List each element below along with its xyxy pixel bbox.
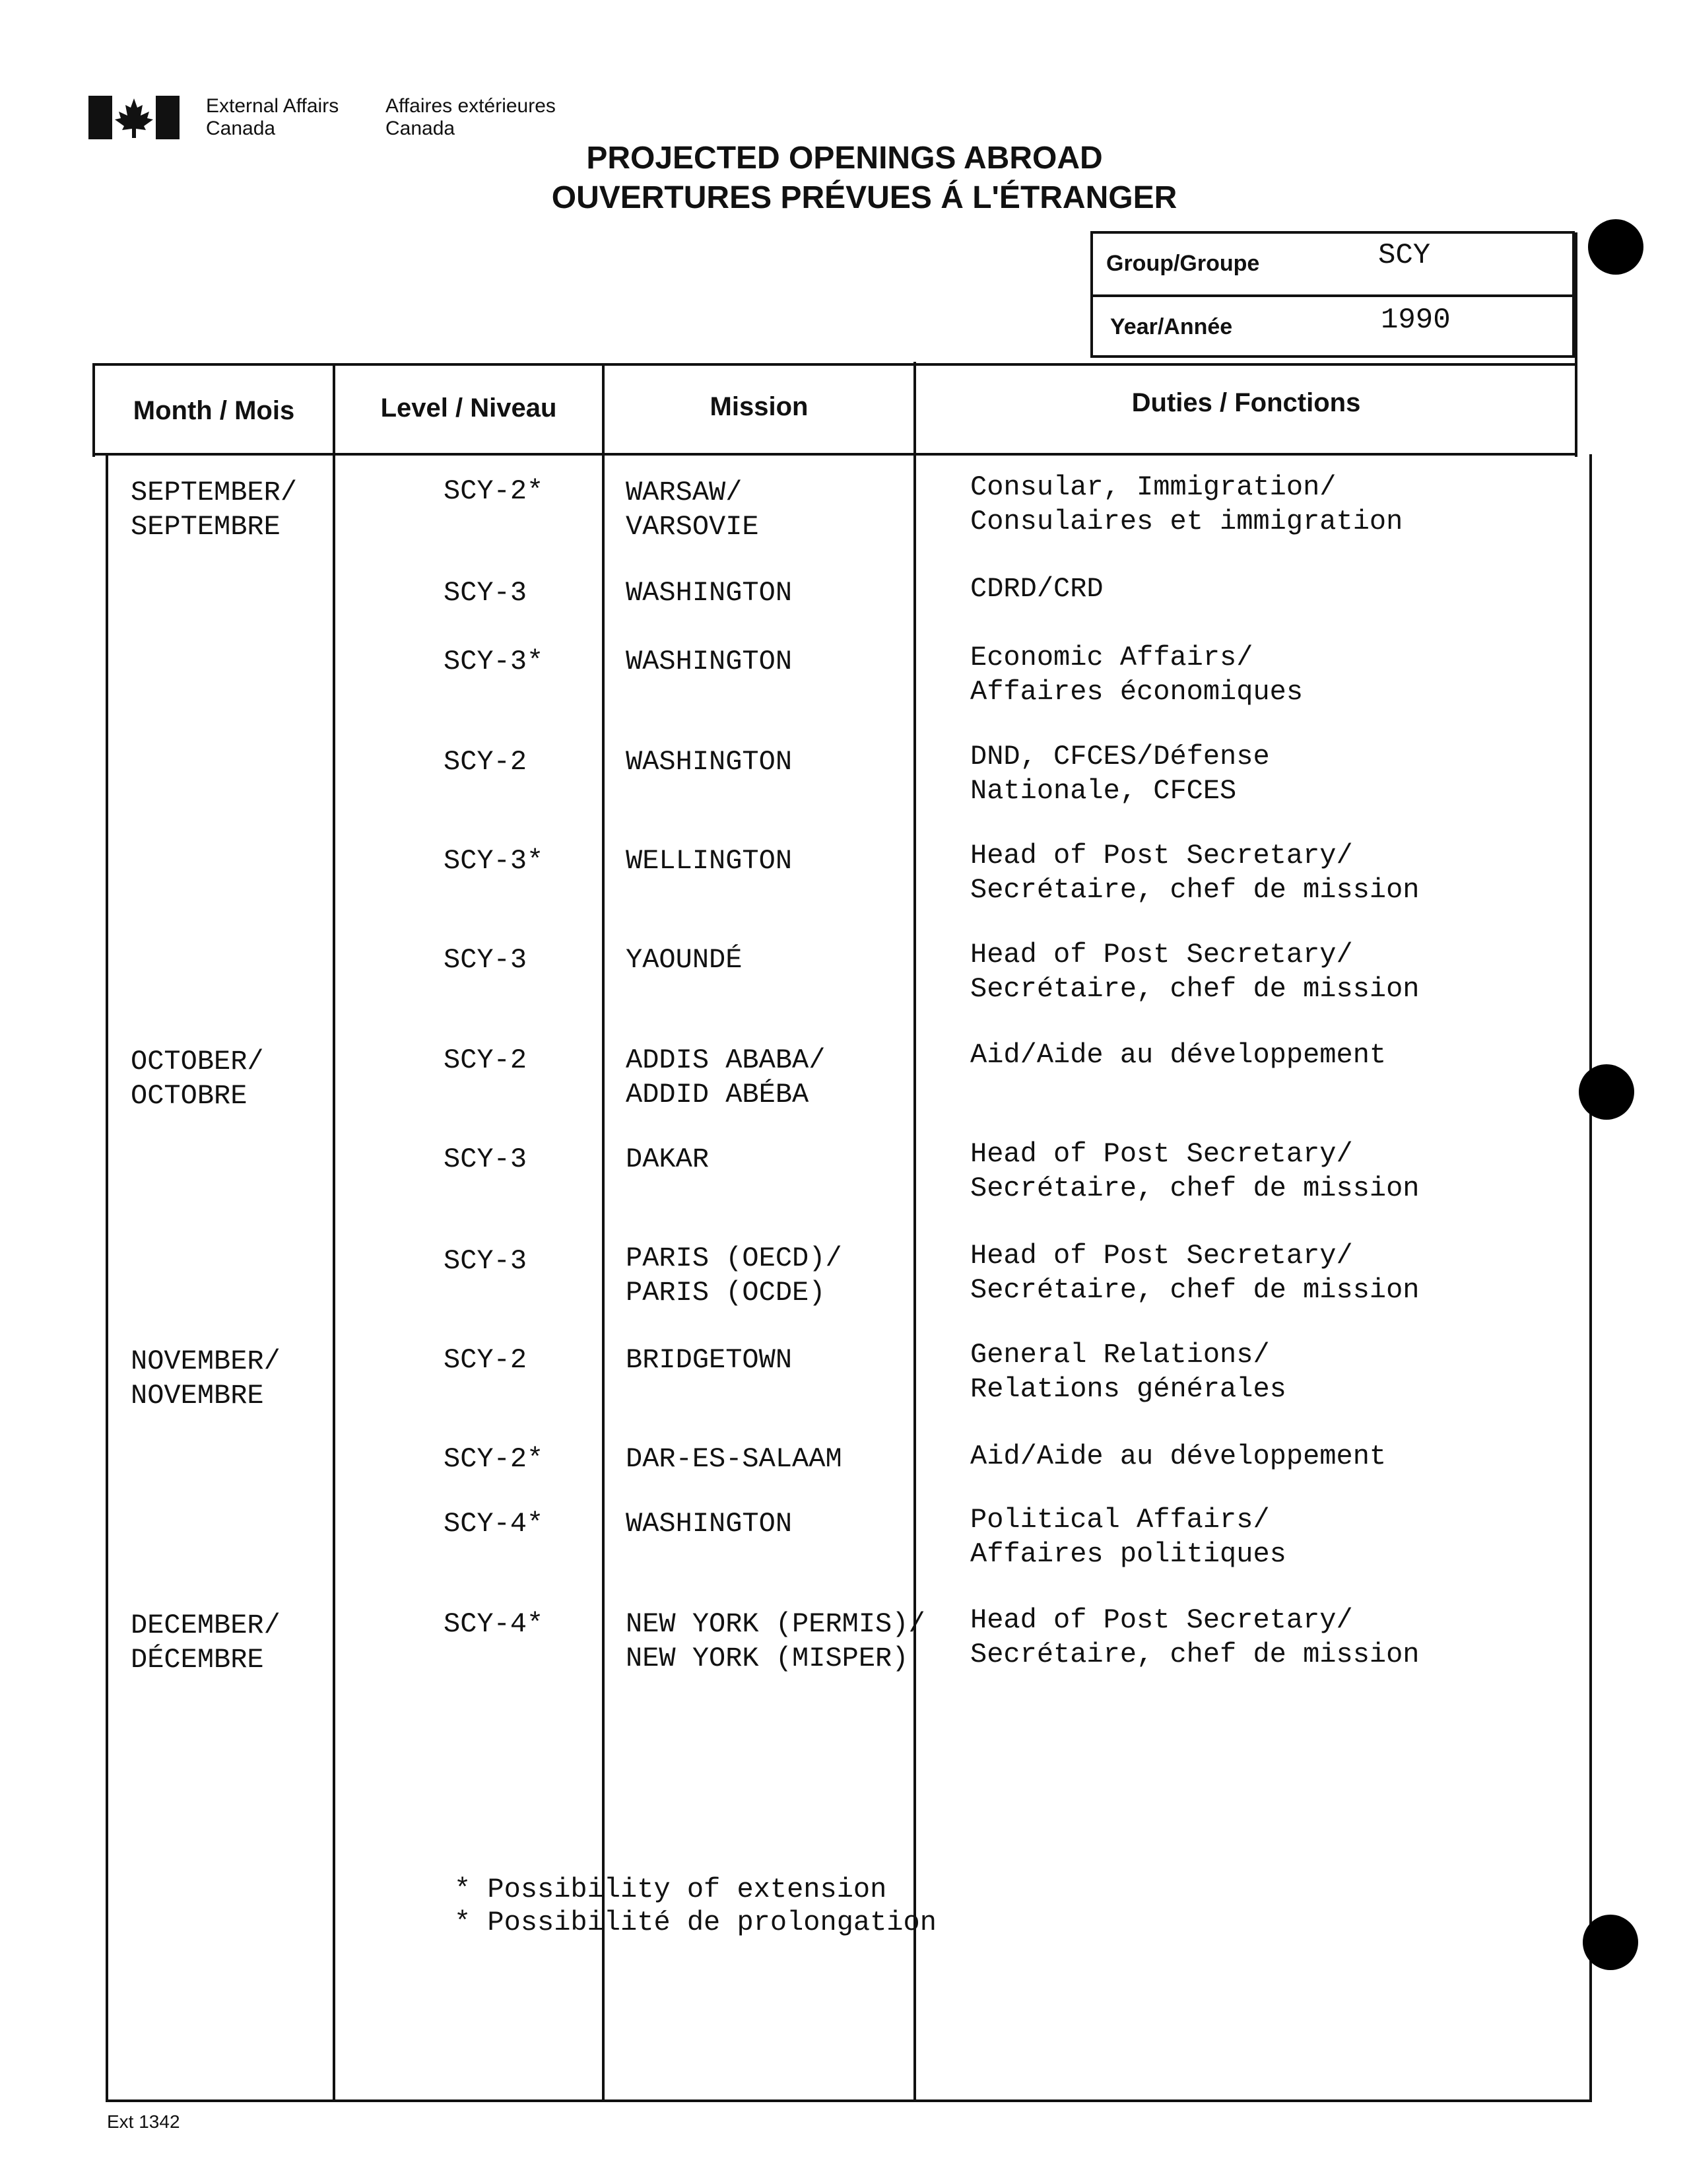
cell-month: SEPTEMBER/ SEPTEMBRE bbox=[131, 477, 298, 543]
cell-mission: ADDIS ABABA/ ADDID ABÉBA bbox=[626, 1044, 826, 1110]
cell-level: SCY-2* bbox=[444, 1443, 544, 1475]
cell-mission: NEW YORK (PERMIS)/ NEW YORK (MISPER) bbox=[626, 1608, 925, 1674]
column-divider-1 bbox=[333, 364, 335, 2101]
cell-level: SCY-3* bbox=[444, 845, 544, 877]
department-en-line2: Canada bbox=[206, 118, 276, 139]
binder-hole-bottom bbox=[1583, 1915, 1638, 1970]
note-extension-en: * Possibility of extension bbox=[454, 1874, 887, 1905]
binder-hole-middle bbox=[1579, 1064, 1634, 1120]
table-bottom-border bbox=[106, 2099, 1592, 2102]
group-value: SCY bbox=[1378, 239, 1431, 272]
department-en-line1: External Affairs bbox=[206, 95, 339, 117]
cell-level: SCY-3 bbox=[444, 1143, 527, 1175]
cell-level: SCY-2 bbox=[444, 1344, 527, 1376]
cell-duties: DND, CFCES/Défense Nationale, CFCES bbox=[970, 741, 1270, 807]
header-mission: Mission bbox=[710, 392, 809, 421]
cell-duties: Economic Affairs/ Affaires économiques bbox=[970, 642, 1304, 708]
table-left-border bbox=[106, 456, 108, 2101]
table-top-border bbox=[92, 363, 1577, 366]
cell-mission: WARSAW/ VARSOVIE bbox=[626, 477, 759, 543]
department-name-fr bbox=[385, 95, 556, 140]
form-number: Ext 1342 bbox=[107, 2111, 180, 2132]
cell-mission: WASHINGTON bbox=[626, 746, 793, 778]
cell-duties: Head of Post Secretary/ Secrétaire, chef de mission bbox=[970, 1604, 1420, 1670]
year-value: 1990 bbox=[1381, 304, 1451, 337]
cell-duties: Aid/Aide au développement bbox=[970, 1441, 1387, 1472]
cell-level: SCY-4* bbox=[444, 1508, 544, 1540]
cell-mission: DAKAR bbox=[626, 1143, 710, 1175]
note-extension-fr: * Possibilité de prolongation bbox=[454, 1907, 937, 1938]
cell-mission: YAOUNDÉ bbox=[626, 944, 743, 976]
cell-duties: Political Affairs/ Affaires politiques bbox=[970, 1504, 1286, 1570]
binder-hole-top bbox=[1588, 219, 1643, 275]
cell-duties: Aid/Aide au développement bbox=[970, 1039, 1387, 1071]
cell-level: SCY-3 bbox=[444, 1245, 527, 1277]
column-divider-3 bbox=[913, 362, 916, 2101]
group-year-divider bbox=[1093, 294, 1572, 297]
cell-level: SCY-4* bbox=[444, 1608, 544, 1640]
cell-level: SCY-3* bbox=[444, 646, 544, 677]
cell-duties: Head of Post Secretary/ Secrétaire, chef de mission bbox=[970, 939, 1420, 1005]
column-divider-2 bbox=[602, 364, 605, 2101]
cell-duties: General Relations/ Relations générales bbox=[970, 1339, 1286, 1405]
cell-mission: BRIDGETOWN bbox=[626, 1344, 793, 1376]
cell-mission: WELLINGTON bbox=[626, 845, 793, 877]
cell-level: SCY-3 bbox=[444, 577, 527, 609]
year-label: Year/Année bbox=[1110, 314, 1233, 339]
header-month: Month / Mois bbox=[133, 396, 295, 425]
group-year-box bbox=[1090, 231, 1575, 358]
cell-level: SCY-3 bbox=[444, 944, 527, 976]
cell-duties: Consular, Immigration/ Consulaires et immigration bbox=[970, 471, 1403, 537]
title-en: PROJECTED OPENINGS ABROAD bbox=[586, 141, 1103, 176]
cell-level: SCY-2* bbox=[444, 475, 544, 507]
table-header-border bbox=[92, 453, 1577, 456]
title-fr: OUVERTURES PRÉVUES Á L'ÉTRANGER bbox=[551, 180, 1177, 215]
department-name-en bbox=[206, 95, 339, 140]
cell-mission: WASHINGTON bbox=[626, 646, 793, 677]
canada-flag-icon bbox=[88, 96, 180, 139]
cell-mission: DAR-ES-SALAAM bbox=[626, 1443, 842, 1475]
cell-level: SCY-2 bbox=[444, 746, 527, 778]
header-level: Level / Niveau bbox=[380, 393, 557, 423]
table-right-border-top bbox=[1575, 232, 1577, 457]
department-fr-line1: Affaires extérieures bbox=[385, 95, 556, 117]
group-label: Group/Groupe bbox=[1106, 251, 1260, 276]
header-duties: Duties / Fonctions bbox=[1131, 388, 1361, 417]
cell-duties: Head of Post Secretary/ Secrétaire, chef de mission bbox=[970, 1138, 1420, 1204]
cell-duties: Head of Post Secretary/ Secrétaire, chef de mission bbox=[970, 840, 1420, 906]
department-fr-line2: Canada bbox=[385, 118, 455, 139]
table-right-border bbox=[1589, 454, 1592, 2101]
cell-month: DECEMBER/ DÉCEMBRE bbox=[131, 1610, 281, 1676]
cell-mission: WASHINGTON bbox=[626, 1508, 793, 1540]
cell-month: OCTOBER/ OCTOBRE bbox=[131, 1046, 264, 1112]
cell-mission: WASHINGTON bbox=[626, 577, 793, 609]
cell-month: NOVEMBER/ NOVEMBRE bbox=[131, 1346, 281, 1412]
cell-duties: CDRD/CRD bbox=[970, 573, 1104, 605]
cell-mission: PARIS (OECD)/ PARIS (OCDE) bbox=[626, 1243, 842, 1309]
cell-duties: Head of Post Secretary/ Secrétaire, chef de mission bbox=[970, 1240, 1420, 1306]
cell-level: SCY-2 bbox=[444, 1044, 527, 1076]
